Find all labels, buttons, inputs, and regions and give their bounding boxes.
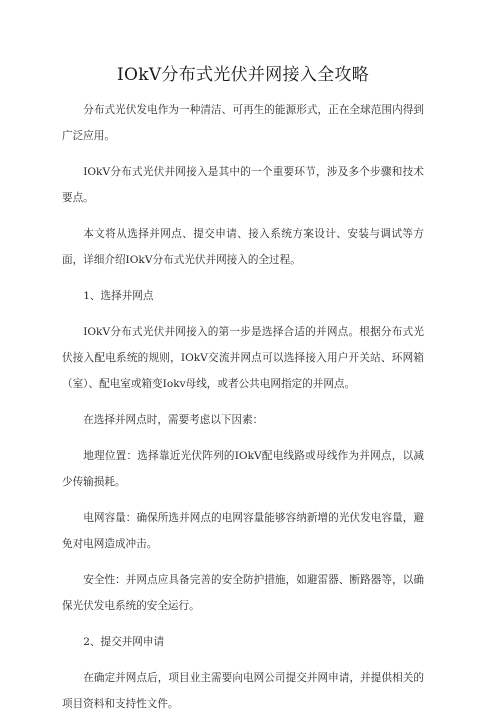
document-title: IOkV分布式光伏并网接入全攻略	[116, 65, 370, 85]
paragraph-select-point: IOkV分布式光伏并网接入的第一步是选择合适的并网点。根据分布式光伏接入配电系统的规则，IOkV交流并网点可以选择接入用户开关站、环网箱（室）、配电室或箱变Iokv母线，或者公共电网指定的并网点。	[62, 326, 424, 390]
section-heading-submit-application: 2、提交并网申请	[83, 636, 165, 648]
paragraph-intro: 分布式光伏发电作为一种清洁、可再生的能源形式，正在全球范围内得到广泛应用。	[62, 104, 424, 142]
paragraph-factors-intro: 在选择并网点时，需要考虑以下因素：	[83, 414, 264, 426]
paragraph-factor-capacity: 电网容量：确保所选并网点的电网容量能够容纳新增的光伏发电容量，避免对电网造成冲击。	[62, 512, 424, 550]
paragraph-overview: IOkV分布式光伏并网接入是其中的一个重要环节，涉及多个步骤和技术要点。	[62, 166, 424, 204]
paragraph-scope: 本文将从选择并网点、提交申请、接入系统方案设计、安装与调试等方面，详细介绍IOkV分布式光伏并网接入的全过程。	[62, 228, 424, 266]
paragraph-factor-location: 地理位置：选择靠近光伏阵列的IOkV配电线路或母线作为并网点，以减少传输损耗。	[62, 450, 424, 488]
paragraph-submit-application: 在确定并网点后，项目业主需要向电网公司提交并网申请，并提供相关的项目资料和支持性文件。	[62, 672, 424, 710]
section-heading-select-point: 1、选择并网点	[83, 290, 154, 302]
paragraph-factor-safety: 安全性：并网点应具备完善的安全防护措施，如避雷器、断路器等，以确保光伏发电系统的安全运行。	[62, 574, 424, 612]
